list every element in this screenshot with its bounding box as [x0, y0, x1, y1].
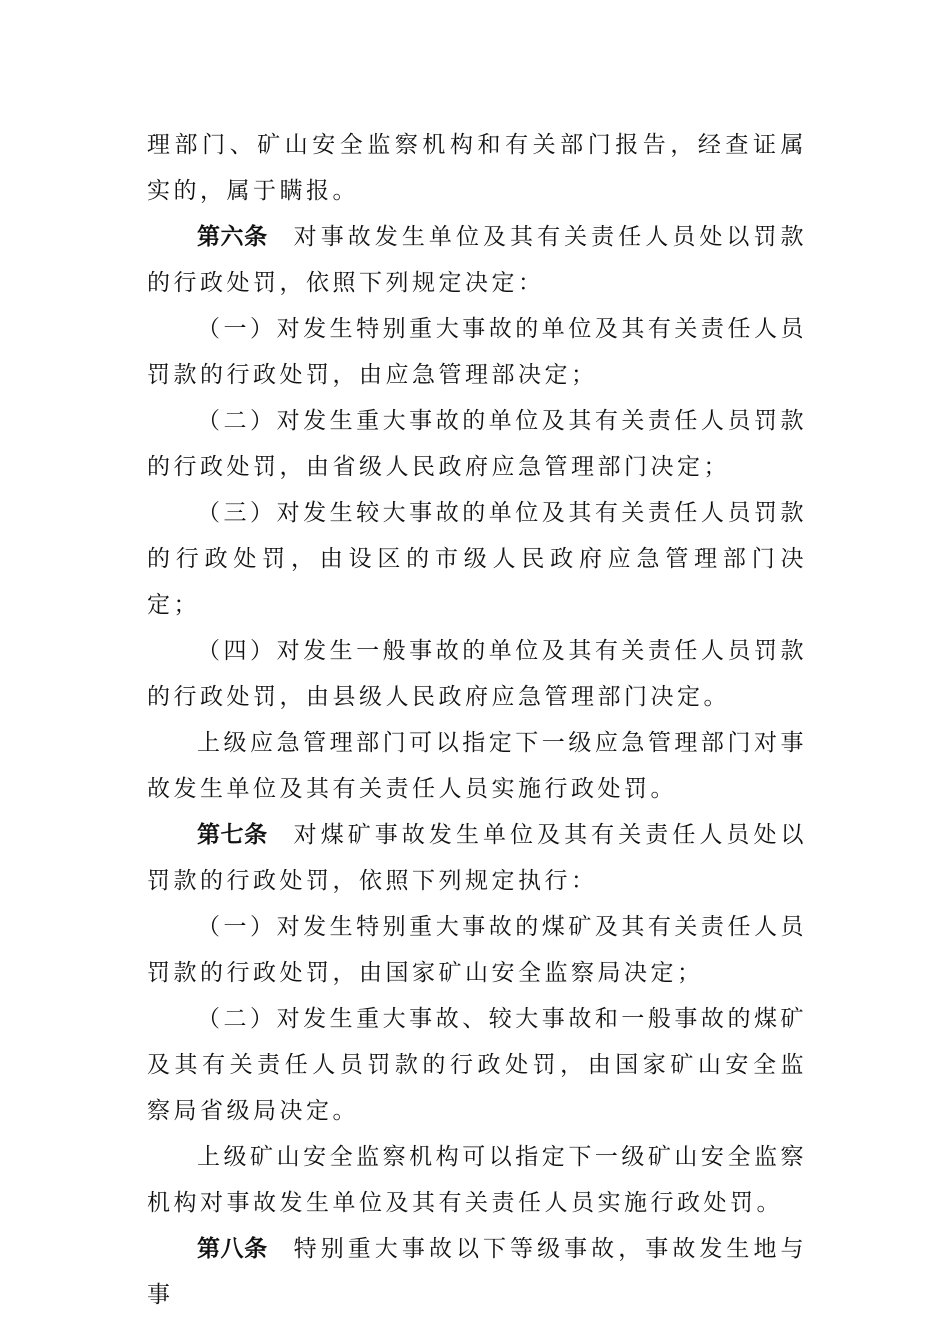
article-6: [147, 214, 807, 306]
article-6-item-2: [147, 398, 807, 490]
article-7-delegation: [147, 1134, 807, 1226]
article-6-item-1: [147, 306, 807, 398]
article-heading: 第八条: [197, 1236, 268, 1262]
paragraph-text: （二）对发生重大事故的单位及其有关责任人员罚款的行政处罚，由省级人民政府应急管理部门决定；: [147, 408, 807, 480]
paragraph-text: （三）对发生较大事故的单位及其有关责任人员罚款的行政处罚，由设区的市级人民政府应急管理部门决定；: [147, 500, 807, 618]
article-7-item-1: [147, 904, 807, 996]
paragraph-text: （一）对发生特别重大事故的煤矿及其有关责任人员罚款的行政处罚，由国家矿山安全监察局决定；: [147, 914, 807, 986]
paragraph-text: （二）对发生重大事故、较大事故和一般事故的煤矿及其有关责任人员罚款的行政处罚，由国家矿山安全监察局省级局决定。: [147, 1006, 807, 1124]
paragraph-text: 特别重大事故以下等级事故，事故发生地与事: [147, 1236, 808, 1308]
article-heading: 第七条: [197, 822, 268, 848]
paragraph-text: 上级矿山安全监察机构可以指定下一级矿山安全监察机构对事故发生单位及其有关责任人员实施行政处罚。: [147, 1144, 807, 1216]
paragraph-text: （一）对发生特别重大事故的单位及其有关责任人员罚款的行政处罚，由应急管理部决定；: [147, 316, 807, 388]
article-6-delegation: [147, 720, 807, 812]
article-8: [147, 1226, 807, 1318]
article-7: [147, 812, 807, 904]
paragraph-text: 理部门、矿山安全监察机构和有关部门报告，经查证属实的，属于瞒报。: [147, 132, 807, 204]
paragraph-text: （四）对发生一般事故的单位及其有关责任人员罚款的行政处罚，由县级人民政府应急管理部门决定。: [147, 638, 807, 710]
paragraph-text: 对煤矿事故发生单位及其有关责任人员处以罚款的行政处罚，依照下列规定执行：: [147, 822, 808, 894]
paragraph-text: 对事故发生单位及其有关责任人员处以罚款的行政处罚，依照下列规定决定：: [147, 224, 808, 296]
paragraph-continuation: [147, 122, 807, 214]
paragraph-text: 上级应急管理部门可以指定下一级应急管理部门对事故发生单位及其有关责任人员实施行政处罚。: [147, 730, 807, 802]
article-7-item-2: [147, 996, 807, 1134]
article-heading: 第六条: [197, 224, 268, 250]
document-page: [147, 122, 807, 1318]
article-6-item-3: [147, 490, 807, 628]
article-6-item-4: [147, 628, 807, 720]
